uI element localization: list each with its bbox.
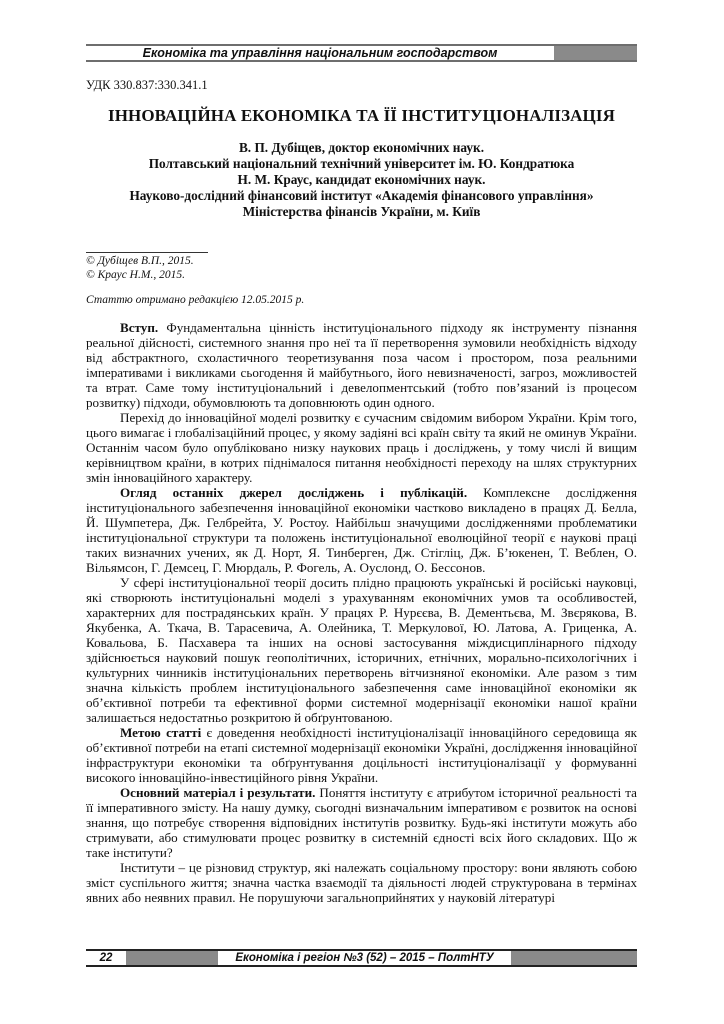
journal-info: Економіка і регіон №3 (52) – 2015 – ПолтНТУ [235, 952, 494, 964]
paragraph-text: Комплексне дослідження інституціонального забезпечення інноваційної економіки частково викладено в працях Д. Белла, Й. Шумпетера, Дж. Гелбрейта, У. Ростоу. Найбільш значущими дослідженнями проблематики інституціональної структури та положень інституціональної еволюційної теорії є наукові праці таких визначних учених, як Д. Норт, Я. Тинберген, Дж. Стігліц, Дж. Б’юкенен, Т. Веблен, О. Вільямсон, Г. Демсец, Г. Мюрдаль, Р. Фогель, А. Оуслонд, О. Бессонов. [86, 485, 638, 575]
author-2: Н. М. Краус, кандидат економічних наук. [237, 172, 486, 187]
article-title: ІННОВАЦІЙНА ЕКОНОМІКА ТА ЇЇ ІНСТИТУЦІОНАЛІЗАЦІЯ [108, 106, 615, 125]
author-1: В. П. Дубіщев, доктор економічних наук. [238, 140, 485, 155]
paragraph-text: Інститути – це різновид структур, які належать соціальному простору: вони являють собою зміст суспільного життя; значна частка взаємодії та діяльності людей структурована в термінах явних або неявних правил. Не порушуючи загальноприйнятих у науковій літературі [86, 860, 637, 905]
paragraph-lead: Огляд останніх джерел досліджень і публікацій. [120, 485, 468, 500]
received-date: Статтю отримано редакцією 12.05.2015 р. [86, 294, 305, 306]
paragraph [86, 860, 637, 905]
article-body [86, 320, 637, 905]
paragraph [86, 575, 637, 725]
section-title: Економіка та управління національним господарством [142, 46, 498, 60]
paragraph [86, 410, 637, 485]
running-footer [86, 949, 637, 967]
affiliation-2-cont: Міністерства фінансів України, м. Київ [242, 204, 481, 219]
affiliation-2: Науково-дослідний фінансовий інститут «Академія фінансового управління» [129, 188, 594, 203]
paragraph-purpose [86, 725, 637, 785]
paragraph-lead: Основний матеріал і результати. [120, 785, 316, 800]
paragraph-main-material [86, 785, 637, 860]
footer-grey-block-left [126, 951, 218, 965]
paragraph-text: У сфері інституціональної теорії досить плідно працюють українські й російські науковці, які створюють інституціональні моделі з урахуванням економічних умов та особливостей, характерних для пострадянських країн. У працях Р. Нурєєва, В. Дементьєва, М. Звєрякова, В. Якубенка, А. Ткача, В. Тарасевича, А. Олейника, Т. Меркулової, Ю. Латова, А. Гриценка, А. Ковальова, Б. Пасхавера та інших на основі застосування міждисциплінарного підходу здійснюється науковий пошук геополітичних, історичних, етнічних, морально-психологічних і культурних чинників інституціональних перетворень вітчизняної економіки. Але разом з тим значна кількість проблем інституціонального забезпечення саме інноваційної економіки як об’єктивної потреби та ефективної форми системної модернізації економіки нашої країни залишається недостатньо розкритою й обґрунтованою. [86, 575, 637, 725]
running-header [86, 44, 637, 62]
copyrights [86, 254, 194, 282]
paragraph-lead: Вступ. [120, 320, 159, 335]
paragraph-literature-review [86, 485, 637, 575]
copyright-1: © Дубіщев В.П., 2015. [86, 255, 194, 267]
paragraph-text: Фундаментальна цінність інституціонального підходу як інструменту пізнання реальної дійсності, системного знання про неї та її перетворення зумовили необхідність відходу від абстрактного, схоластичного теоретизування поза часом і простором, поза реальними імперативами і викликами сьогодення й майбутнього, його невизначеності, загроз, можливостей та втрат. Саме тому інституціональний і девелопментський (тобто пов’язаний із процесом розвитку) підходи, обумовлюють та доповнюють один одного. [86, 320, 637, 410]
paragraph-lead: Метою статті [120, 725, 202, 740]
page-number: 22 [99, 952, 113, 964]
copyright-2: © Краус Н.М., 2015. [86, 269, 185, 281]
udc-code: УДК 330.837:330.341.1 [86, 78, 208, 92]
paragraph-text: є доведення необхідності інституціоналізації інноваційного середовища як об’єктивної потреби на етапі системної модернізації економіки Україні, дослідження інноваційної інфраструктури економіки та обґрунтування доцільності інституціоналізації у формуванні високого інноваційно-інвестиційного рівня України. [86, 725, 637, 785]
paragraph-text: Поняття інституту є атрибутом історичної реальності та її імперативного змісту. На нашу думку, сьогодні визначальним імперативом є розвиток на основі знання, що потребує створення відповідних інститутів розвитку. Будь-які інститути можуть або стримувати, або стимулювати процес розвитку в системній єдності всіх його складових. Що ж таке інститути? [86, 785, 637, 860]
paragraph-introduction [86, 320, 637, 410]
footnote-rule [86, 252, 208, 253]
authors-block [86, 140, 637, 220]
header-grey-block [554, 46, 637, 60]
footer-grey-block-right [511, 951, 637, 965]
affiliation-1: Полтавський національний технічний університет ім. Ю. Кондратюка [148, 156, 575, 171]
paragraph-text: Перехід до інноваційної моделі розвитку є сучасним свідомим вибором України. Крім того, цього вимагає і глобалізаційний процес, у якому задіяні всі країн світу та який не оминув України. Останнім часом було опубліковано низку наукових праць і досліджень, у тому числі й вищим керівництвом країни, в котрих піднімалося питання необхідності переходу на шлях структурних змін інноваційного характеру. [86, 410, 637, 485]
